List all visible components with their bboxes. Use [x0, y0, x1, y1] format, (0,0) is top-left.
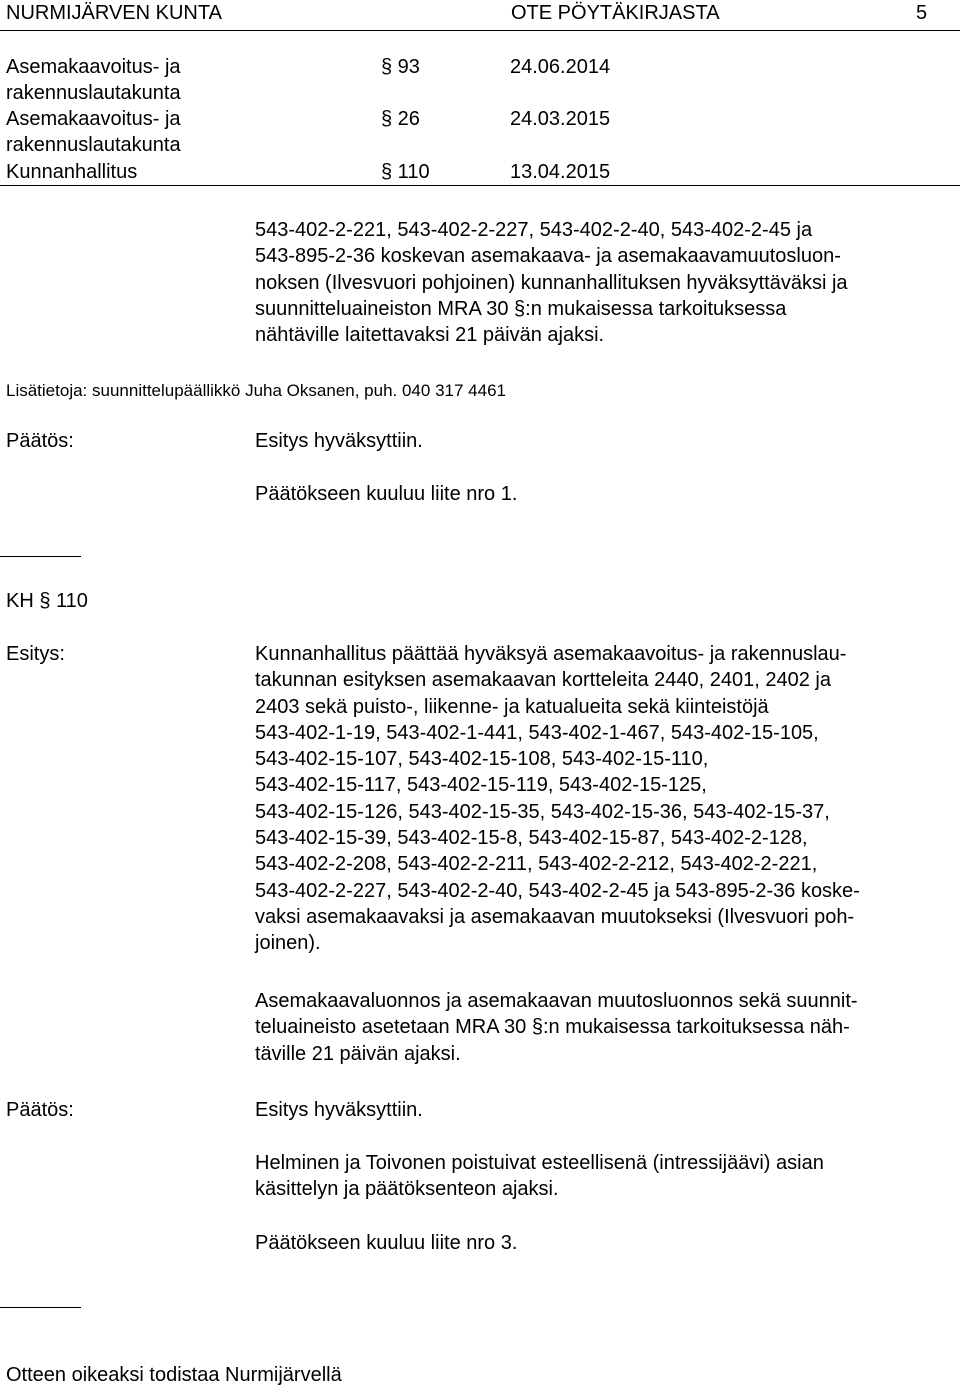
decision-text: Esitys hyväksyttiin. — [255, 430, 423, 452]
section-rule — [0, 556, 81, 557]
meeting-section: § 26 — [381, 108, 420, 130]
meeting-body-line1: Asemakaavoitus- ja — [6, 56, 181, 78]
attachment-note: Päätökseen kuuluu liite nro 3. — [255, 1232, 518, 1254]
paragraph-line: 543-402-1-19, 543-402-1-441, 543-402-1-467, 543-402-15-105, — [255, 721, 819, 744]
proposal-label: Esitys: — [6, 643, 65, 665]
decision-label: Päätös: — [6, 430, 74, 452]
meeting-date: 24.03.2015 — [510, 108, 611, 130]
decision-label: Päätös: — [6, 1099, 74, 1121]
attachment-note: Päätökseen kuuluu liite nro 1. — [255, 483, 518, 505]
paragraph-line: vaksi asemakaavaksi ja asemakaavan muutokseksi (Ilvesvuori poh- — [255, 905, 855, 928]
paragraph-line: 543-402-15-117, 543-402-15-119, 543-402-15-125, — [255, 774, 707, 797]
paragraph-line: 543-402-15-126, 543-402-15-35, 543-402-15-36, 543-402-15-37, — [255, 800, 830, 823]
paragraph-line: 543-402-15-39, 543-402-15-8, 543-402-15-87, 543-402-2-128, — [255, 827, 808, 850]
paragraph-line: Asemakaavaluonnos ja asemakaavan muutosluonnos sekä suunnit- — [255, 990, 858, 1012]
paragraph-line: noksen (Ilvesvuori pohjoinen) kunnanhallituksen hyväksyttäväksi ja — [255, 271, 848, 294]
proposal-paragraph — [255, 641, 955, 957]
paragraph-line: Helminen ja Toivonen poistuivat esteellisenä (intressijäävi) asian — [255, 1152, 824, 1174]
header-divider — [0, 30, 960, 31]
section-rule — [0, 1307, 81, 1308]
meetings-divider — [0, 185, 960, 186]
paragraph-line: Kunnanhallitus päättää hyväksyä asemakaavoitus- ja rakennuslau- — [255, 643, 847, 665]
paragraph-line: 543-895-2-36 koskevan asemakaava- ja asemakaavamuutosluon- — [255, 245, 841, 268]
paragraph-line: 543-402-2-227, 543-402-2-40, 543-402-2-45 ja 543-895-2-36 koske- — [255, 879, 860, 902]
meeting-section: § 110 — [381, 161, 430, 183]
paragraph-line: nähtäville laitettavaksi 21 päivän ajaksi. — [255, 324, 605, 347]
document-type: OTE PÖYTÄKIRJASTA — [511, 2, 720, 24]
meeting-body-line2: rakennuslautakunta — [6, 82, 181, 104]
paragraph-line: joinen). — [255, 932, 321, 955]
decision-text: Esitys hyväksyttiin. — [255, 1099, 423, 1121]
contact-info: Lisätietoja: suunnittelupäällikkö Juha Oksanen, puh. 040 317 4461 — [6, 381, 506, 400]
paragraph-line: 543-402-2-208, 543-402-2-211, 543-402-2-212, 543-402-2-221, — [255, 853, 818, 876]
page-number: 5 — [916, 2, 928, 24]
meeting-body-line1: Kunnanhallitus — [6, 161, 138, 183]
paragraph-line: takunnan esityksen asemakaavan kortteleita 2440, 2401, 2402 ja — [255, 669, 831, 692]
meeting-body-line2: rakennuslautakunta — [6, 134, 181, 156]
intro-paragraph — [255, 217, 955, 348]
meeting-date: 13.04.2015 — [510, 161, 611, 183]
paragraph-line: teluaineisto asetetaan MRA 30 §:n mukaisessa tarkoituksessa näh- — [255, 1016, 850, 1039]
paragraph-line: 543-402-15-107, 543-402-15-108, 543-402-15-110, — [255, 748, 709, 771]
paragraph-line: käsittelyn ja päätöksenteon ajaksi. — [255, 1178, 559, 1201]
meeting-body-line1: Asemakaavoitus- ja — [6, 108, 181, 130]
proposal-paragraph-2 — [255, 988, 955, 1067]
recusal-paragraph — [255, 1150, 955, 1203]
meeting-date: 24.06.2014 — [510, 56, 611, 78]
meeting-section: § 93 — [381, 56, 420, 78]
municipality-name: NURMIJÄRVEN KUNTA — [6, 2, 222, 24]
paragraph-line: 543-402-2-221, 543-402-2-227, 543-402-2-40, 543-402-2-45 ja — [255, 219, 813, 241]
section-heading: KH § 110 — [6, 590, 88, 612]
paragraph-line: 2403 sekä puisto-, liikenne- ja katualueita sekä kiinteistöjä — [255, 695, 769, 718]
footer-certification: Otteen oikeaksi todistaa Nurmijärvellä — [6, 1364, 342, 1386]
paragraph-line: täville 21 päivän ajaksi. — [255, 1042, 461, 1065]
paragraph-line: suunnitteluaineiston MRA 30 §:n mukaisessa tarkoituksessa — [255, 297, 787, 320]
